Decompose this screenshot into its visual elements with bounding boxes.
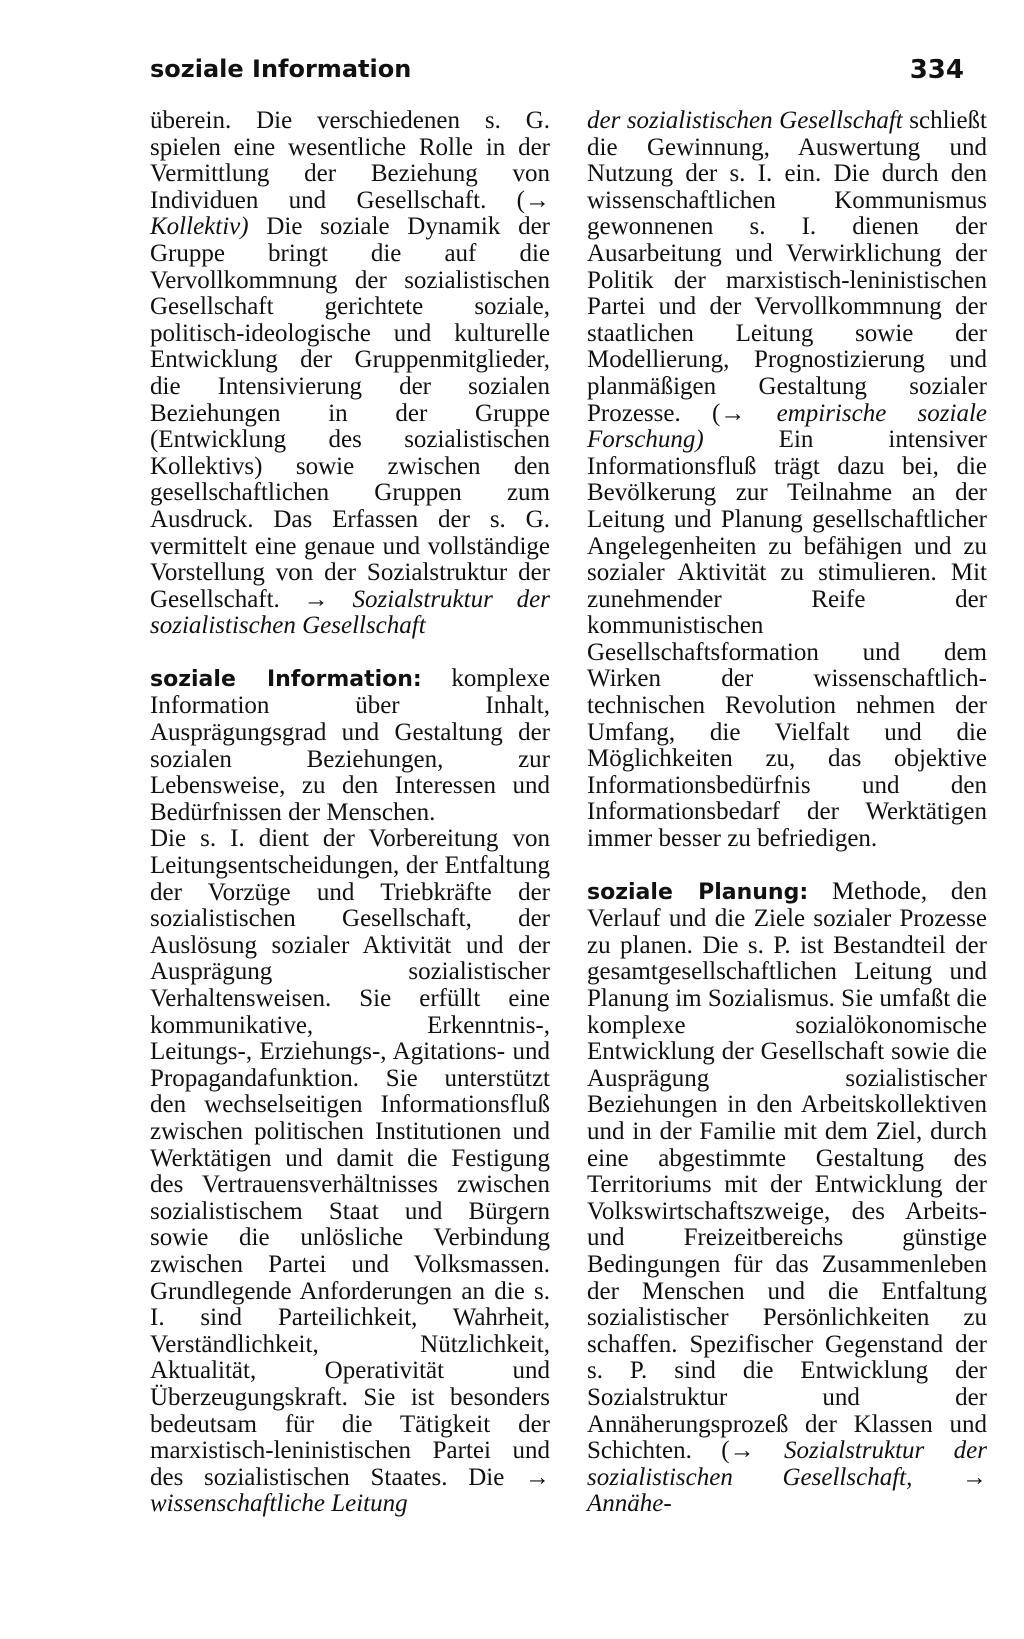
entry-soziale-planung bbox=[587, 879, 987, 1518]
text-run: überein. Die verschiedenen s. G. spielen eine wesentliche Rolle in der Vermittlung der Beziehung von Individuen und Gesellschaft. ( bbox=[150, 107, 550, 214]
right-column bbox=[587, 108, 987, 1518]
continued-paragraph bbox=[150, 108, 550, 640]
text-run: Die soziale Dynamik der Gruppe bringt die auf die Vervollkommnung der sozialistischen Gesellschaft gerichtete soziale, politisch-ideologische und kulturelle Entwicklung der Gruppenmitglieder, die Intensivierung der sozialen Beziehungen in der Gruppe (Entwicklung des sozialistischen Kollektivs) sowie zwischen den gesellschaftlichen Gruppen zum Ausdruck. Das Erfassen der s. G. vermittelt eine genaue und vollständige Vorstellung von der Sozialstruktur der Gesellschaft. bbox=[150, 213, 550, 613]
entry-body-paragraph bbox=[150, 826, 550, 1517]
entry-term: soziale Planung: bbox=[587, 879, 809, 905]
entry-soziale-information bbox=[150, 666, 550, 827]
cross-reference: → Sozialstruktur der sozialistischen Gesellschaft bbox=[150, 585, 551, 640]
cross-reference: → wissenschaftliche Leitung bbox=[150, 1463, 550, 1518]
entry-definition: Methode, den Verlauf und die Ziele sozialer Prozesse zu planen. Die s. P. ist Bestandteil der gesamtgesellschaftlichen Leitung und Planung im Sozialismus. Sie umfaßt die komplexe sozialökonomische Entwicklung der Gesellschaft sowie die Ausprägung sozialistischer Beziehungen in den Arbeitskollektiven und in der Familie mit dem Ziel, durch eine abgestimmte Gestaltung des Territoriums mit der Entwicklung der Volkswirtschaftszweige, des Arbeits- und Freizeitbereichs günstige Bedingungen für das Zusammenleben der Menschen und die Entfaltung sozialistischer Persönlichkeiten zu schaffen. Spezifischer Gegenstand der s. P. sind die Entwicklung der Sozialstruktur und der Annäherungsprozeß der Klassen und Schichten. ( bbox=[587, 877, 987, 1465]
entry-term: soziale Information: bbox=[150, 666, 422, 692]
entry-definition: komplexe Information über Inhalt, Ausprägungsgrad und Gestaltung der sozialen Beziehungen, zur Lebensweise, zu den Interessen und Bedürfnissen der Menschen. bbox=[150, 664, 550, 826]
left-column bbox=[150, 108, 550, 1518]
page-header bbox=[150, 55, 964, 95]
page-number: 334 bbox=[909, 55, 964, 85]
cross-reference: → Sozialstruktur der sozialistischen Gesellschaft, → Annähe- bbox=[587, 1437, 987, 1518]
cross-reference: der sozialistischen Gesellschaft bbox=[587, 107, 903, 134]
text-run: Ein intensiver Informationsfluß trägt dazu bei, die Bevölkerung zur Teilnahme an der Leitung und Planung gesellschaftlicher Angelegenheiten zu befähigen und zu sozialer Aktivität zu stimulieren. Mit zunehmender Reife der kommunistischen Gesellschaftsformation und dem Wirken der wissenschaftlich-technischen Revolution nehmen der Umfang, die Vielfalt und die Möglichkeiten zu, das objektive Informationsbedürfnis und den Informationsbedarf der Werktätigen immer besser zu befriedigen. bbox=[587, 426, 987, 853]
cross-reference: → Kollektiv) bbox=[150, 186, 550, 241]
text-run: schließt die Gewinnung, Auswertung und Nutzung der s. I. ein. Die durch den wissenschaftlichen Kommunismus gewonnenen s. I. dienen der Ausarbeitung und Verwirklichung der Politik der marxistisch-leninistischen Partei und der Vervollkommnung der staatlichen Leitung sowie der Modellierung, Prognostizierung und planmäßigen Gestaltung sozialer Prozesse. ( bbox=[587, 107, 988, 427]
running-head: soziale Information bbox=[150, 55, 412, 83]
continued-paragraph bbox=[587, 108, 987, 853]
text-run: Die s. I. dient der Vorbereitung von Leitungsentscheidungen, der Entfaltung der Vorzüge und Triebkräfte der sozialistischen Gesellschaft, der Auslösung sozialer Aktivität und der Ausprägung sozialistischer Verhaltensweisen. Sie erfüllt eine kommunikative, Erkenntnis-, Leitungs-, Erziehungs-, Agitations- und Propagandafunktion. Sie unterstützt den wechselseitigen Informationsfluß zwischen politischen Institutionen und Werktätigen und damit die Festigung des Vertrauensverhältnisses zwischen sozialistischem Staat und Bürgern sowie die unlösliche Verbindung zwischen Partei und Volksmassen. Grundlegende Anforderungen an die s. I. sind Parteilichkeit, Wahrheit, Verständlichkeit, Nützlichkeit, Aktualität, Operativität und Überzeugungskraft. Sie ist besonders bedeutsam für die Tätigkeit der marxistisch-leninistischen Partei und des sozialistischen Staates. Die bbox=[150, 825, 550, 1491]
cross-reference: → empirische soziale Forschung) bbox=[587, 399, 987, 454]
